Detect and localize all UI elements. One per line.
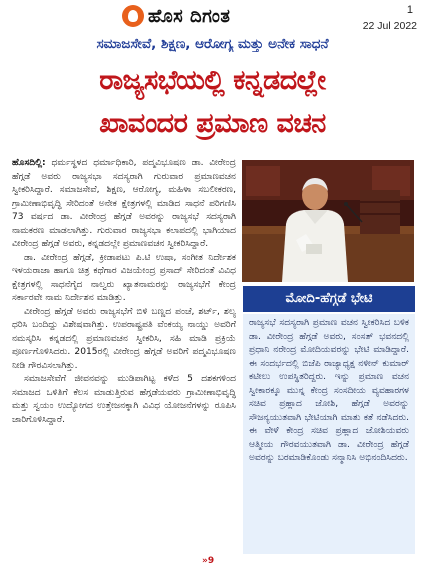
masthead bbox=[0, 0, 425, 30]
article-paragraph: ವೀರೇಂದ್ರ ಹೆಗ್ಗಡೆ ಅವರು ರಾಜ್ಯಸಭೆಗೆ ಬಿಳಿ ಬಣ್ಣದ ಪಂಚೆ, ಶರ್ಟ್, ಶಲ್ಯ ಧರಿಸಿ ಬಂದಿದ್ದು ವಿಶೇಷವಾಗಿತ್ತು. ಉಪರಾಷ್ಟ್ರಪತಿ ವೆಂಕಯ್ಯ ನಾಯ್ಡು ಅವರಿಗೆ ನಮಸ್ಕರಿಸಿ ಕನ್ನಡದಲ್ಲಿ ಪ್ರಮಾಣವಚನ ಸ್ವೀಕರಿಸಿ, ಸಹಿ ಮಾಡಿ ಪ್ರಕ್ರಿಯೆ ಪೂರ್ಣಗೊಳಿಸಿದರು. 2015ರಲ್ಲಿ ವೀರೇಂದ್ರ ಹೆಗ್ಗಡೆ ಅವರಿಗೆ ಪದ್ಮವಿಭೂಷಣ ನೀಡಿ ಗೌರವಿಸಲಾಗಿತ್ತು. bbox=[12, 306, 236, 371]
publication-date: 22 Jul 2022 bbox=[362, 20, 417, 32]
newspaper-title: ಹೊಸ ದಿಗಂತ bbox=[148, 5, 231, 27]
kicker: ಸಮಾಜಸೇವೆ, ಶಿಕ್ಷಣ, ಆರೋಗ್ಯ ಮತ್ತು ಅನೇಕ ಸಾಧನೆ bbox=[96, 36, 329, 52]
logo-mark-icon bbox=[122, 5, 144, 27]
article-paragraph bbox=[12, 157, 236, 252]
dateline: ಹೊಸದಿಲ್ಲಿ: bbox=[12, 158, 46, 168]
article-paragraph: ಡಾ. ವೀರೇಂದ್ರ ಹೆಗ್ಗಡೆ, ಕ್ರೀಡಾಪಟು ಪಿ.ಟಿ ಉಷಾ, ಸಂಗೀತ ನಿರ್ದೇಶಕ ಇಳಯರಾಜಾ ಹಾಗೂ ಚಿತ್ರ ಕಥೆಗಾರ ವಿಜಯೇಂದ್ರ ಪ್ರಸಾದ್ ಸೇರಿದಂತೆ ವಿವಿಧ ಕ್ಷೇತ್ರಗಳಲ್ಲಿ ಸಾಧನೆಗೈದ ನಾಲ್ವರು ಖ್ಯಾತನಾಮರನ್ನು ರಾಜ್ಯಸಭೆಗೆ ಕೇಂದ್ರ ಸರ್ಕಾರವೇ ನಾಮ ನಿರ್ದೇಶನ ಮಾಡಿತ್ತು. bbox=[12, 252, 236, 303]
article-paragraph-text: ಧರ್ಮಸ್ಥಳದ ಧರ್ಮಾಧಿಕಾರಿ, ಪದ್ಮವಿಭೂಷಣ ಡಾ. ವೀರೇಂದ್ರ ಹೆಗ್ಗಡೆ ಅವರು ರಾಜ್ಯಸಭಾ ಸದಸ್ಯರಾಗಿ ಗುರುವಾರ ಪ್ರಮಾಣವಚನ ಸ್ವೀಕರಿಸಿದ್ದಾರೆ. ಸಮಾಜಸೇವೆ, ಶಿಕ್ಷಣ, ಆರೋಗ್ಯ, ಮಹಿಳಾ ಸಬಲೀಕರಣ, ಗ್ರಾಮೀಣಾಭಿವೃದ್ಧಿ ಸೇರಿದಂತೆ ಅನೇಕ ಕ್ಷೇತ್ರಗಳಲ್ಲಿ ಮಾಡಿದ ಸಾಧನೆ ಪರಿಗಣಿಸಿ 73 ವರ್ಷದ ಡಾ. ವೀರೇಂದ್ರ ಹೆಗ್ಗಡೆ ಅವರನ್ನು ರಾಜ್ಯಸಭೆ ಸದಸ್ಯರಾಗಿ ನಾಮಕರಣ ಮಾಡಲಾಗಿತ್ತು. ಗುರುವಾರ ರಾಜ್ಯಸಭಾ ಕಲಾಪದಲ್ಲಿ ಭಾಗಿಯಾದ ವೀರೇಂದ್ರ ಹೆಗ್ಗಡೆ ಅವರು, ಕನ್ನಡದಲ್ಲೇ ಪ್ರಮಾಣವಚನ ಸ್ವೀಕರಿಸಿದ್ದಾರೆ. bbox=[12, 158, 236, 249]
news-photo bbox=[242, 160, 414, 282]
page-number: 1 bbox=[406, 4, 413, 16]
article-paragraph: ಸಮಾಜಸೇವೆಗೆ ಜೀವನವನ್ನು ಮುಡಿಪಾಗಿಟ್ಟ ಕಳೆದ 5 ದಶಕಗಳಿಂದ ಸಮಾಜದ ಒಳಿತಿಗೆ ಕೆಲಸ ಮಾಡುತ್ತಿರುವ ಹೆಗ್ಗಡೆಯವರು ಗ್ರಾಮೀಣಾಭಿವೃದ್ಧಿ ಮತ್ತು ಸ್ವಯಂ ಉದ್ಯೋಗದ ಉತ್ತೇಜನಕ್ಕಾಗಿ ವಿವಿಧ ಯೋಜನೆಗಳನ್ನು ರೂಪಿಸಿ ಜಾರಿಗೊಳಿಸಿದ್ದಾರೆ. bbox=[12, 374, 236, 425]
headline-line-1: ರಾಜ್ಯಸಭೆಯಲ್ಲಿ ಕನ್ನಡದಲ್ಲೇ bbox=[99, 65, 326, 96]
news-photo-illustration bbox=[242, 160, 414, 282]
newspaper-logo bbox=[122, 4, 282, 28]
sidebar-heading: ಮೋದಿ-ಹೆಗ್ಗಡೆ ಭೇಟಿ bbox=[243, 286, 415, 312]
continued-page-reference: »9 bbox=[202, 556, 215, 566]
sidebar-body: ರಾಜ್ಯಸಭೆ ಸದಸ್ಯರಾಗಿ ಪ್ರಮಾಣ ವಚನ ಸ್ವೀಕರಿಸಿದ ಬಳಿಕ ಡಾ. ವೀರೇಂದ್ರ ಹೆಗ್ಗಡೆ ಅವರು, ಸಂಸತ್ ಭವನದಲ್ಲಿ ಪ್ರಧಾನಿ ನರೇಂದ್ರ ಮೋದಿಯವರನ್ನು ಭೇಟಿ ಮಾಡಿದ್ದಾರೆ. ಈ ಸಂದರ್ಭದಲ್ಲಿ ಬಿಜೆಪಿ ರಾಜ್ಯಾಧ್ಯಕ್ಷ ನಳೀನ್ ಕುಮಾರ್ ಕಟೀಲು ಉಪಸ್ಥಿತರಿದ್ದರು. ಇನ್ನು ಪ್ರಮಾಣ ವಚನ ಸ್ವೀಕಾರಕ್ಕೂ ಮುನ್ನ ಕೇಂದ್ರ ಸಂಸದೀಯ ವ್ಯವಹಾರಗಳ ಸಚಿವ ಪ್ರಹ್ಲಾದ ಜೋಶಿ, ಹೆಗ್ಗಡೆ ಅವರನ್ನು ಸೌಜನ್ಯಯುತವಾಗಿ ಭೇಟಿಯಾಗಿ ಮಾತು ಕತೆ ನಡೆಸಿದರು. ಈ ವೇಳೆ ಕೇಂದ್ರ ಸಚಿವ ಪ್ರಹ್ಲಾದ ಜೋಶಿಯವರು ಆತ್ಮೀಯ ಗೌರವಯುತವಾಗಿ ಡಾ. ವೀರೇಂದ್ರ ಹೆಗ್ಗಡೆ ಅವರನ್ನು ಬರಮಾಡಿಕೊಂಡು ಸನ್ಮಾನಿಸಿ ಅಭಿನಂದಿಸಿದರು. bbox=[243, 314, 415, 554]
headline-line-2: ಖಾವಂದರ ಪ್ರಮಾಣ ವಚನ bbox=[99, 108, 326, 139]
article-body bbox=[12, 157, 236, 569]
